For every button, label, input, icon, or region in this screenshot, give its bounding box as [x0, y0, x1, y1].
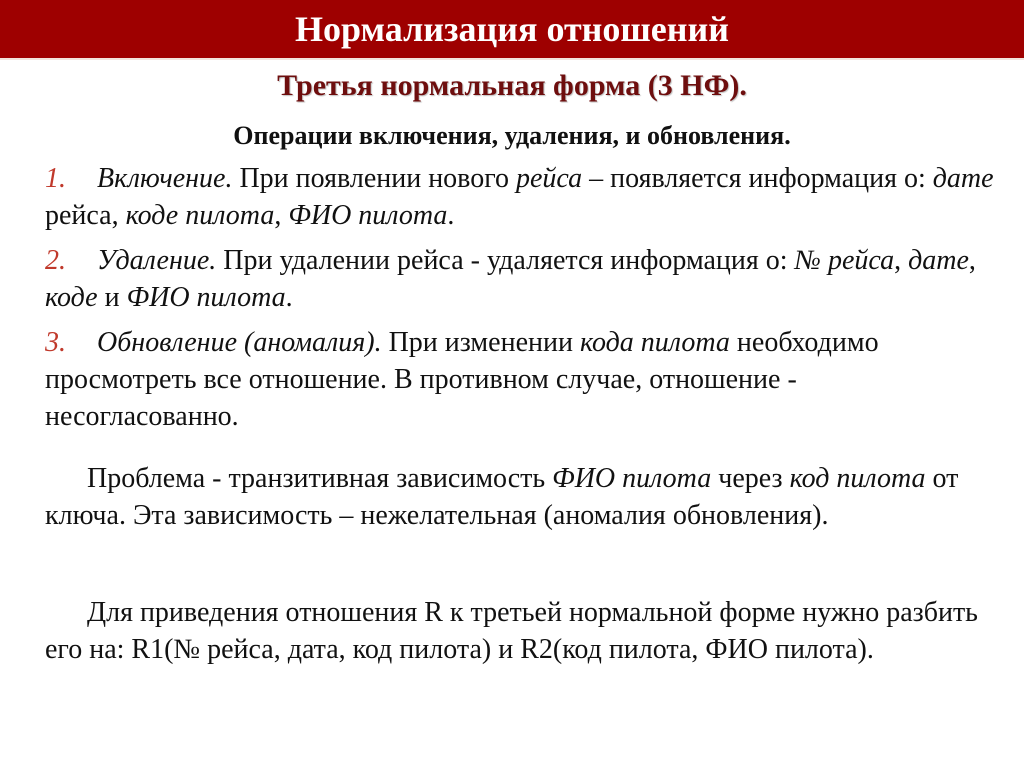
slide-header: [0, 0, 1024, 58]
list-number: 3.: [45, 327, 66, 358]
list-number: 1.: [45, 163, 66, 194]
list-item-update: 3. Обновление (аномалия). При изменении кода пилота необходимо просмотреть все отношение. В противном случае, отношение - несогласованно.: [45, 324, 995, 435]
list-number: 2.: [45, 245, 66, 276]
header-divider: [0, 58, 1024, 60]
list-item-deletion: 2. Удаление. При удалении рейса - удаляется информация о: № рейса, дате, коде и ФИО пилота.: [45, 242, 995, 316]
paragraph-problem: Проблема - транзитивная зависимость ФИО пилота через код пилота от ключа. Эта зависимость – нежелательная (аномалия обновления).: [45, 463, 959, 531]
list-item-inclusion: 1. Включение. При появлении нового рейса – появляется информация о: дате рейса, коде пилота, ФИО пилота.: [45, 160, 995, 234]
section-heading: Операции включения, удаления, и обновления.: [233, 121, 791, 150]
slide-subtitle: Третья нормальная форма (3 НФ).: [277, 69, 747, 102]
paragraph-solution: Для приведения отношения R к третьей нормальной форме нужно разбить его на: R1(№ рейса, дата, код пилота) и R2(код пилота, ФИО пилота).: [45, 597, 978, 665]
slide-title: Нормализация отношений: [295, 9, 729, 49]
